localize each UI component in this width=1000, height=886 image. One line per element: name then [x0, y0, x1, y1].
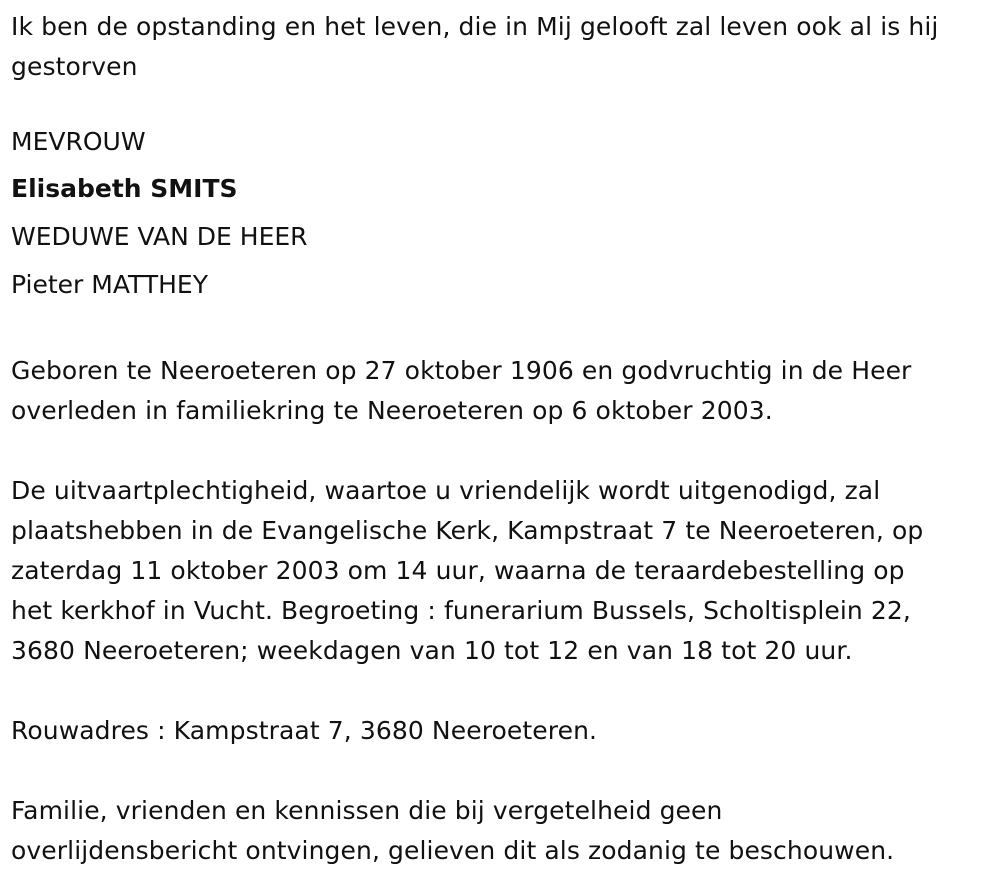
funeral-line: De uitvaartplechtigheid, waartoe u vriendelijk wordt uitgenodigd, zal [11, 476, 881, 505]
deceased-name: Elisabeth SMITS [11, 174, 238, 203]
funeral-line: plaatshebben in de Evangelische Kerk, Kampstraat 7 te Neeroeteren, op [11, 516, 924, 545]
funeral-line: 3680 Neeroeteren; weekdagen van 10 tot 12 en van 18 tot 20 uur. [11, 636, 853, 665]
funeral-line: zaterdag 11 oktober 2003 om 14 uur, waarna de teraardebestelling op [11, 556, 905, 585]
spacer [11, 309, 991, 351]
scripture-quote [11, 7, 991, 87]
spacer [11, 431, 991, 471]
notice-line: overlijdensbericht ontvingen, gelieven dit als zodanig te beschouwen. [11, 836, 895, 865]
spouse-name: Pieter MATTHEY [11, 270, 208, 299]
mourning-address [11, 711, 991, 751]
spacer [11, 751, 991, 791]
birth-death-line: overleden in familiekring te Neeroeteren op 6 oktober 2003. [11, 396, 773, 425]
obituary-document [11, 7, 991, 871]
spacer [11, 671, 991, 711]
deceased-relation: WEDUWE VAN DE HEER [11, 222, 308, 251]
deceased-title: MEVROUW [11, 127, 146, 156]
mourning-address-line: Rouwadres : Kampstraat 7, 3680 Neeroeteren. [11, 716, 598, 745]
notice-line: Familie, vrienden en kennissen die bij vergetelheid geen [11, 796, 723, 825]
funeral-line: het kerkhof in Vucht. Begroeting : funerarium Bussels, Scholtisplein 22, [11, 596, 911, 625]
scripture-line: Ik ben de opstanding en het leven, die in Mij gelooft zal leven ook al is hij [11, 12, 939, 41]
birth-death-paragraph [11, 351, 991, 431]
scripture-line: gestorven [11, 52, 138, 81]
notice-paragraph [11, 791, 991, 871]
funeral-paragraph [11, 471, 991, 671]
birth-death-line: Geboren te Neeroeteren op 27 oktober 1906 en godvruchtig in de Heer [11, 356, 912, 385]
